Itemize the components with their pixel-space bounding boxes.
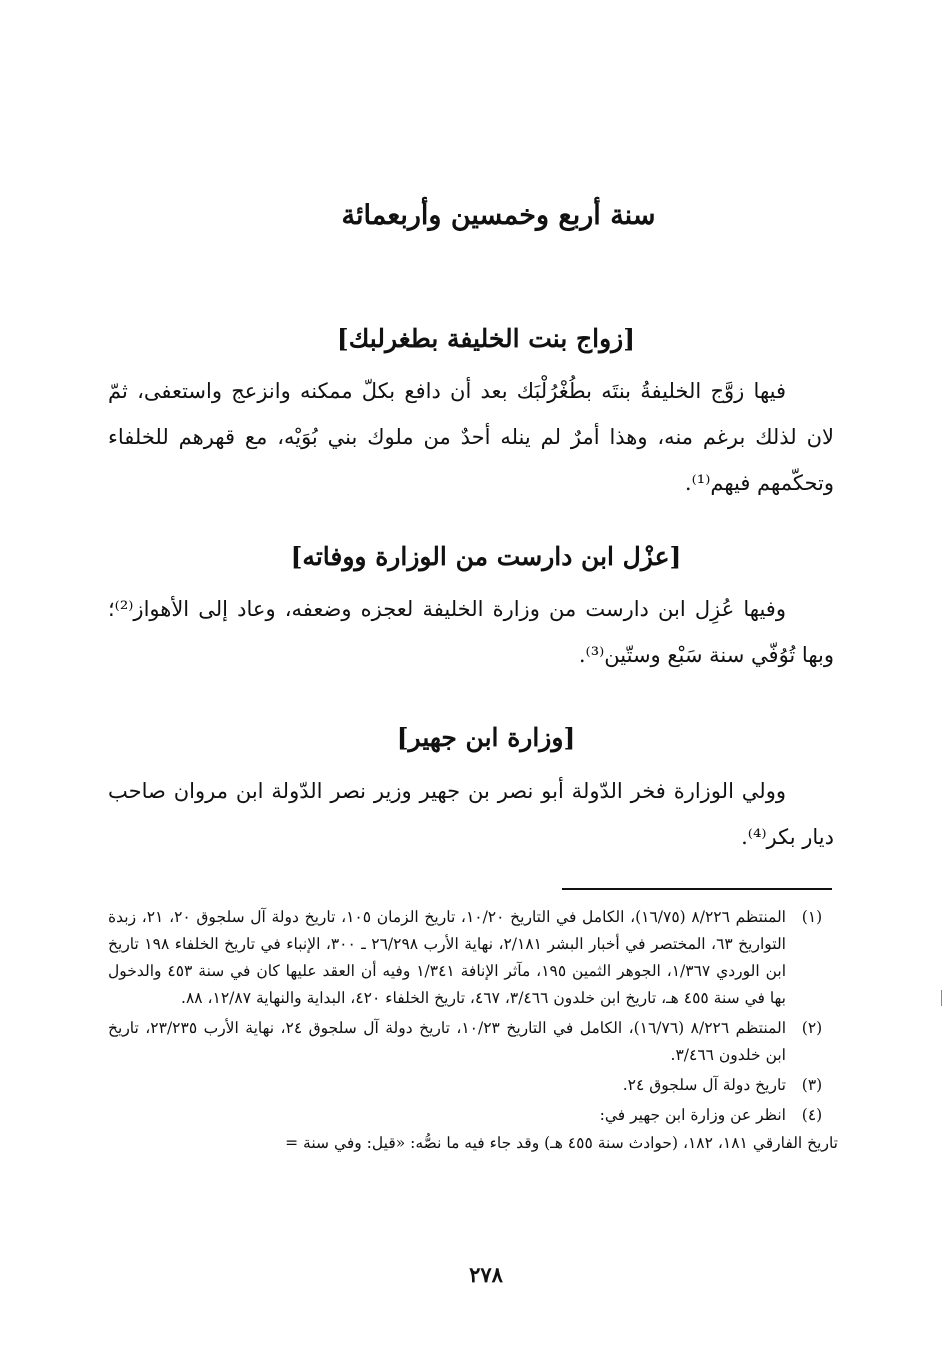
page-number: ٢٧٨ xyxy=(469,1262,503,1287)
footnote-1 xyxy=(108,904,838,1012)
section-heading-marriage: [زواج بنت الخليفة بطغرلبك] xyxy=(336,324,636,353)
section-body-marriage: فيها زوَّج الخليفةُ بنتَه بطُغْرُلْبَك بعد أن دافع بكلّ ممكنه وانزعج واستعفى، ثمّ لان لذلك برغم منه، وهذا أمرٌ لم ينله أحدٌ من ملوك بني بُوَيْه، مع قهرهم للخلفاء وتحكّمهم فيهم⁽¹⁾. xyxy=(108,379,834,495)
footnote-4 xyxy=(108,1102,838,1129)
footnote-number: (٢) xyxy=(801,1019,823,1037)
footnote-text: المنتظم ٨/٢٢٦ (١٦/٧٥)، الكامل في التاريخ ١٠/٢٠، تاريخ الزمان ١٠٥، تاريخ دولة آل سلجوق ٢٠، ٢١، زبدة التواريخ ٦٣، المختصر في أخبار البشر ٢/١٨١، نهاية الأرب ٢٦/٢٩٨ ـ ٣٠٠، الإنباء في تاريخ الخلفاء ١٩٨ تاريخ ابن الوردي ١/٣٦٧، الجوهر الثمين ١٩٥، مآثر الإنافة ١/٣٤١ وفيه أن العقد عليها كان في سنة ٤٥٣ والدخول بها في سنة ٤٥٥ هـ، تاريخ ابن خلدون ٣/٤٦٦، ٤٦٧، تاريخ الخلفاء ٤٢٠، البداية والنهاية ١٢/٨٧، ٨٨. xyxy=(108,908,787,1007)
footnote-number: (٣) xyxy=(801,1076,823,1094)
footnote-number: (٤) xyxy=(801,1106,823,1124)
footnote-3 xyxy=(108,1072,838,1099)
footnote-number: (١) xyxy=(801,908,823,926)
footnote-divider xyxy=(562,888,832,890)
footnote-continuation: تاريخ الفارقي ١٨١، ١٨٢، (حوادث سنة ٤٥٥ هـ) وقد جاء فيه ما نصُّه: «قيل: وفي سنة = xyxy=(285,1134,838,1152)
footnotes xyxy=(108,904,838,1157)
footnote-2 xyxy=(108,1015,838,1069)
footnote-text: انظر عن وزارة ابن جهير في: xyxy=(599,1106,786,1124)
footnote-text: المنتظم ٨/٢٢٦ (١٦/٧٦)، الكامل في التاريخ ١٠/٢٣، تاريخ دولة آل سلجوق ٢٤، نهاية الأرب ٢٣/٢٣٥، تاريخ ابن خلدون ٣/٤٦٦. xyxy=(108,1019,787,1064)
section-body-vizierate: وولي الوزارة فخر الدّولة أبو نصر بن جهير وزير نصر الدّولة ابن مروان صاحب ديار بكر⁽⁴⁾. xyxy=(108,779,834,849)
year-title: سنة أربع وخمسين وأربعمائة xyxy=(341,200,656,231)
section-heading-dismissal: [عزْل ابن دارست من الوزارة ووفاته] xyxy=(290,542,682,571)
section-heading-vizierate: [وزارة ابن جهير] xyxy=(396,723,576,752)
footnote-text: تاريخ دولة آل سلجوق ٢٤. xyxy=(622,1076,786,1094)
section-body-dismissal: وفيها عُزِل ابن دارست من وزارة الخليفة لعجزه وضعفه، وعاد إلى الأهواز⁽²⁾؛ وبها تُوُفّي سنة سَبْع وستّين⁽³⁾. xyxy=(108,597,834,667)
scan-edge-mark xyxy=(941,990,942,1006)
